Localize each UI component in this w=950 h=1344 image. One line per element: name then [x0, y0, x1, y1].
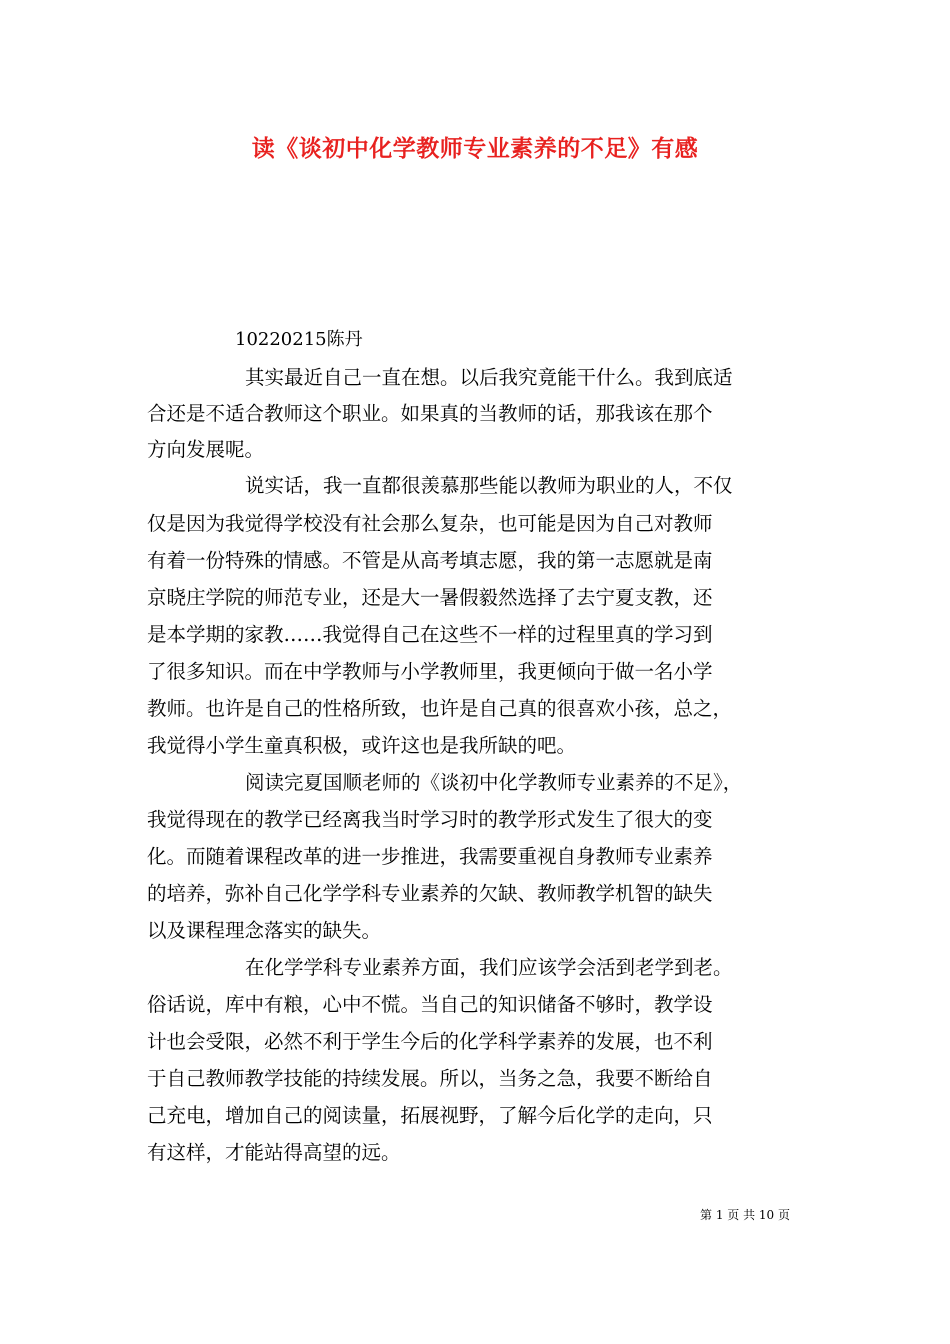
paragraph-line: 合还是不适合教师这个职业。如果真的当教师的话，那我该在那个 — [147, 402, 713, 425]
author-line: 10220215陈丹 — [235, 329, 363, 350]
document-title: 读《谈初中化学教师专业素养的不足》有感 — [251, 135, 699, 162]
paragraph-line: 方向发展呢。 — [147, 438, 265, 461]
paragraph-line: 有着一份特殊的情感。不管是从高考填志愿，我的第一志愿就是南 — [147, 549, 713, 572]
paragraph-line: 其实最近自己一直在想。以后我究竟能干什么。我到底适 — [245, 366, 733, 389]
page-number-footer: 第 1 页 共 10 页 — [700, 1208, 790, 1222]
paragraph-line: 教师。也许是自己的性格所致，也许是自己真的很喜欢小孩，总之， — [147, 697, 733, 720]
paragraph-line: 俗话说，库中有粮，心中不慌。当自己的知识储备不够时，教学设 — [147, 993, 713, 1016]
paragraph-line: 了很多知识。而在中学教师与小学教师里，我更倾向于做一名小学 — [147, 660, 713, 683]
paragraph-line: 有这样，才能站得高望的远。 — [147, 1141, 401, 1164]
paragraph-line: 我觉得小学生童真积极，或许这也是我所缺的吧。 — [147, 734, 577, 757]
paragraph-line: 以及课程理念落实的缺失。 — [147, 919, 382, 942]
paragraph-line: 仅是因为我觉得学校没有社会那么复杂，也可能是因为自己对教师 — [147, 512, 713, 535]
paragraph-line: 是本学期的家教……我觉得自己在这些不一样的过程里真的学习到 — [147, 623, 713, 646]
paragraph-line: 说实话，我一直都很羡慕那些能以教师为职业的人，不仅 — [245, 474, 733, 497]
paragraph-line: 计也会受限，必然不利于学生今后的化学科学素养的发展，也不利 — [147, 1030, 713, 1053]
paragraph-line: 化。而随着课程改革的进一步推进，我需要重视自身教师专业素养 — [147, 845, 713, 868]
paragraph-line: 阅读完夏国顺老师的《谈初中化学教师专业素养的不足》， — [245, 771, 743, 794]
paragraph-line: 己充电，增加自己的阅读量，拓展视野，了解今后化学的走向，只 — [147, 1104, 713, 1127]
paragraph-line: 的培养，弥补自己化学学科专业素养的欠缺、教师教学机智的缺失 — [147, 882, 713, 905]
paragraph-line: 我觉得现在的教学已经离我当时学习时的教学形式发生了很大的变 — [147, 808, 713, 831]
paragraph-line: 京晓庄学院的师范专业，还是大一暑假毅然选择了去宁夏支教，还 — [147, 586, 713, 609]
paragraph-line: 在化学学科专业素养方面，我们应该学会活到老学到老。 — [245, 956, 733, 979]
paragraph-line: 于自己教师教学技能的持续发展。所以，当务之急，我要不断给自 — [147, 1067, 713, 1090]
